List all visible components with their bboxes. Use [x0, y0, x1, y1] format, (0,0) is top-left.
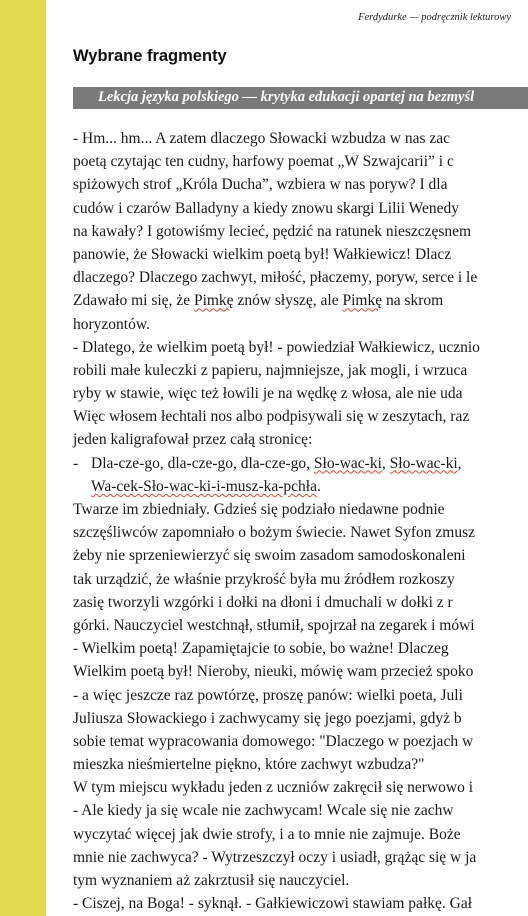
text-run: - Hm... hm... A zatem dlaczego Słowacki wzbudza w nas zac	[73, 130, 451, 147]
text-line	[73, 127, 528, 150]
text-run: .	[316, 477, 321, 495]
body-text	[73, 127, 528, 915]
text-line	[73, 637, 528, 660]
text-line	[73, 753, 528, 776]
text-run: spiżowych strof „Króla Ducha”, wzbiera w nas poryw? I dla	[73, 176, 448, 194]
spellcheck-word: Pimkę	[342, 292, 383, 310]
text-line	[73, 243, 528, 266]
text-line	[73, 313, 528, 336]
text-line	[73, 521, 528, 544]
text-run: - Dlatego, że wielkim poetą był! - powiedział Wałkiewicz, ucznio	[73, 338, 480, 356]
text-run: - Ciszej, na Boga! - syknął. - Gałkiewiczowi stawiam pałkę. Gał	[73, 895, 473, 913]
bullet-dash: -	[73, 454, 79, 472]
text-line	[73, 892, 528, 915]
text-run: - a więc jeszcze raz powtórzę, proszę panów: wielki poeta, Juli	[73, 686, 463, 704]
page-margin-stripe	[0, 0, 46, 916]
text-line	[73, 220, 528, 243]
text-run: poetą czytając ten cudny, harfowy poemat „W Szwajcarii” i c	[73, 153, 454, 171]
text-line	[73, 266, 528, 289]
text-line	[73, 707, 528, 730]
text-run: szczęśliwców zapomniało o bożym świecie. Nawet Syfon zmusz	[73, 524, 476, 542]
text-run: zasię tworzyli wzgórki i dołki na dłoni i dmuchali w dołki z r	[73, 593, 453, 611]
text-run: znów słyszę, ale	[233, 292, 343, 310]
spellcheck-word: Sło-wac-ki	[389, 454, 458, 472]
text-run: ,	[381, 454, 390, 472]
text-line	[73, 289, 528, 312]
text-line	[73, 359, 528, 382]
text-run: - Wielkim poetą! Zapamiętajcie to sobie, bo ważne! Dlaczeg	[73, 640, 449, 658]
text-run: żeby nie sprzeniewierzyć się swoim zasadom samodoskonaleni	[73, 547, 466, 565]
spellcheck-word: Sło-wac-ki	[313, 454, 382, 472]
text-line	[73, 846, 528, 869]
text-line	[73, 730, 528, 753]
text-line	[73, 799, 528, 822]
text-run: tym wyznaniem aż zakrztusił się nauczyciel.	[73, 872, 350, 889]
text-run: robili małe kuleczki z papieru, najmniejsze, jak mogli, i wrzuca	[73, 361, 468, 379]
lesson-banner	[73, 87, 528, 109]
spellcheck-word: Wa-cek-Sło-wac-ki-i-musz-ka-pchła	[91, 477, 317, 495]
text-line	[73, 823, 528, 846]
text-line	[73, 150, 528, 173]
text-run: Zdawało mi się, że	[73, 292, 194, 310]
text-run: mnie nie zachwyca? - Wytrzeszczył oczy i usiadł, grążąc się w ja	[73, 848, 477, 866]
text-run: na kawały? I gotowiśmy lecieć, pędzić na ratunek nieszczęsnem	[73, 222, 472, 240]
text-run: Juliusza Słowackiego i zachwycamy się jego poezjami, gdyż b	[73, 709, 462, 727]
text-line	[73, 475, 528, 498]
text-run: tak urządzić, że właśnie przykrość była mu źródłem rozkoszy	[73, 570, 455, 588]
text-run: panowie, że Słowacki wielkim poetą był! Wałkiewicz! Dlacz	[73, 245, 452, 263]
document-page	[46, 0, 528, 916]
section-title: Wybrane fragmenty	[73, 47, 227, 65]
text-run: horyzontów.	[73, 315, 150, 333]
text-run: sobie temat wypracowania domowego: "Dlaczego w poezjach w	[73, 732, 474, 750]
text-run: Dla-cze-go, dla-cze-go, dla-cze-go,	[91, 454, 314, 472]
text-run: cudów i czarów Balladyny a kiedy znowu skargi Lilii Wenedy	[73, 199, 460, 217]
text-run: górki. Nauczyciel westchnął, stłumił, spojrzał na zegarek i mówi	[73, 616, 475, 634]
text-run: Wielkim poetą był! Nieroby, nieuki, mówię wam przecież spoko	[73, 663, 474, 681]
text-line	[73, 544, 528, 567]
text-line	[73, 336, 528, 359]
text-run: - Ale kiedy ja się wcale nie zachwycam! Wcale się nie zachw	[73, 802, 454, 820]
running-head: Ferdydurke — podręcznik lekturowy	[358, 12, 511, 23]
text-run: wyczytać więcej jak dwie strofy, i a to mnie nie zajmuje. Boże	[73, 825, 461, 843]
text-line	[73, 452, 528, 475]
text-run: na skrom	[382, 292, 444, 310]
text-line	[73, 498, 528, 521]
text-line	[73, 173, 528, 196]
text-run: W tym miejscu wykładu jeden z uczniów zakręcił się nerwowo i	[73, 779, 474, 797]
text-line	[73, 684, 528, 707]
text-run: ryby w stawie, więc też łowili je na wędkę z włosa, ale nie uda	[73, 385, 463, 403]
spellcheck-word: Pimkę	[193, 292, 234, 310]
text-line	[73, 197, 528, 220]
text-run: Więc włosem łechtali nos albo podpisywali się w zeszytach, raz	[73, 408, 470, 426]
text-line	[73, 869, 528, 892]
text-run: mieszka nieśmiertelne piękno, które zachwyt wzbudza?"	[73, 756, 425, 774]
text-line	[73, 568, 528, 591]
text-run: jeden kaligrafował przez całą stronicę:	[73, 431, 313, 449]
text-run: dlaczego? Dlaczego zachwyt, miłość, płaczemy, poryw, serce i le	[73, 269, 478, 287]
text-line	[73, 591, 528, 614]
text-run: Twarze im zbiedniały. Gdzieś się podziało niedawne podnie	[73, 501, 445, 518]
text-run: ,	[457, 454, 462, 472]
text-line	[73, 382, 528, 405]
lesson-banner-text: Lekcja języka polskiego — krytyka edukacji opartej na bezmyśl	[98, 89, 475, 105]
text-line	[73, 405, 528, 428]
text-line	[73, 428, 528, 451]
text-line	[73, 614, 528, 637]
text-line	[73, 660, 528, 683]
text-line	[73, 776, 528, 799]
